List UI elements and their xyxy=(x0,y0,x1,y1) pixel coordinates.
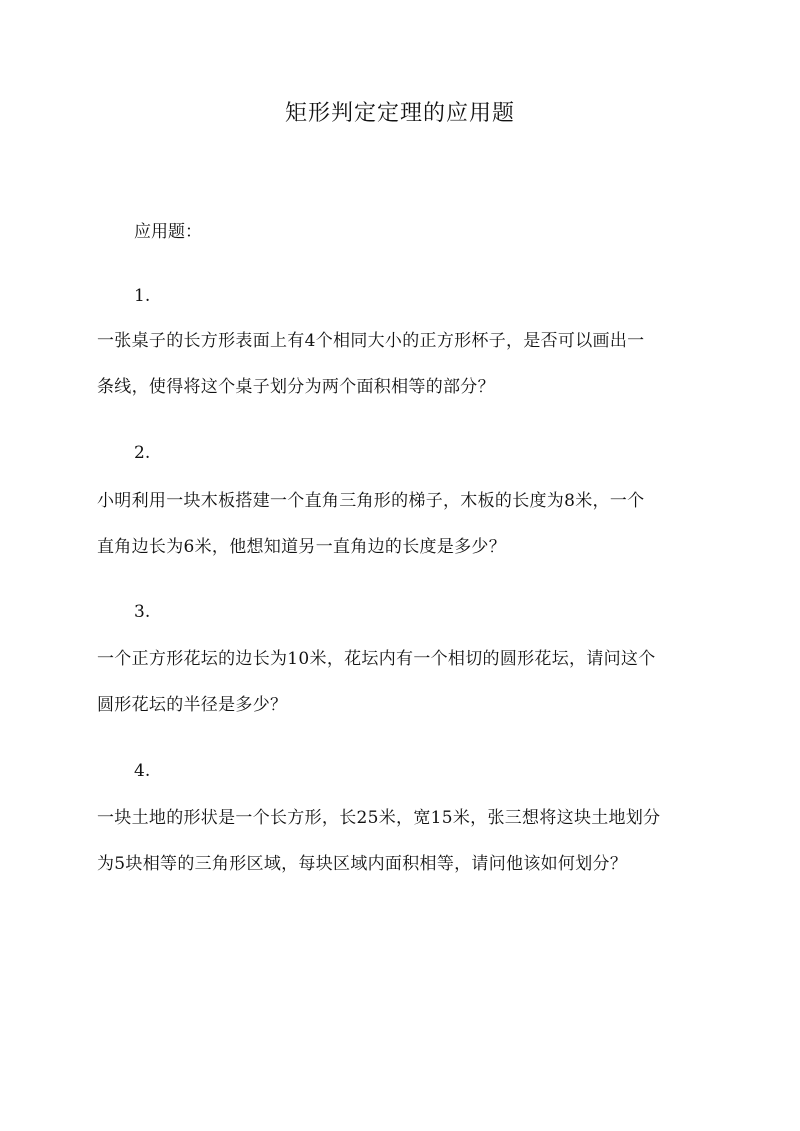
question-number-1: 1. xyxy=(134,286,151,306)
section-heading: 应用题： xyxy=(134,222,202,242)
question-text-3 xyxy=(97,636,703,728)
document-title: 矩形判定定理的应用题 xyxy=(284,101,515,126)
question-number-3: 3. xyxy=(134,602,151,622)
question-2-line-1: 小明利用一块木板搭建一个直角三角形的梯子，木板的长度为8米，一个 xyxy=(97,491,645,511)
question-text-4 xyxy=(97,795,703,887)
question-3-line-1: 一个正方形花坛的边长为10米，花坛内有一个相切的圆形花坛，请问这个 xyxy=(97,649,656,669)
question-4-line-1: 一块土地的形状是一个长方形，长25米，宽15米，张三想将这块土地划分 xyxy=(97,808,661,828)
question-number-4: 4. xyxy=(134,761,151,781)
question-2-line-2: 直角边长为6米，他想知道另一直角边的长度是多少？ xyxy=(97,537,507,557)
question-1-line-2: 条线，使得将这个桌子划分为两个面积相等的部分？ xyxy=(97,377,495,397)
question-text-1 xyxy=(97,318,703,410)
question-number-2: 2. xyxy=(134,443,151,463)
question-4-line-2: 为5块相等的三角形区域，每块区域内面积相等，请问他该如何划分？ xyxy=(97,854,628,874)
question-text-2 xyxy=(97,478,703,570)
question-3-line-2: 圆形花坛的半径是多少？ xyxy=(97,695,288,715)
question-1-line-1: 一张桌子的长方形表面上有4个相同大小的正方形杯子，是否可以画出一 xyxy=(97,331,645,351)
